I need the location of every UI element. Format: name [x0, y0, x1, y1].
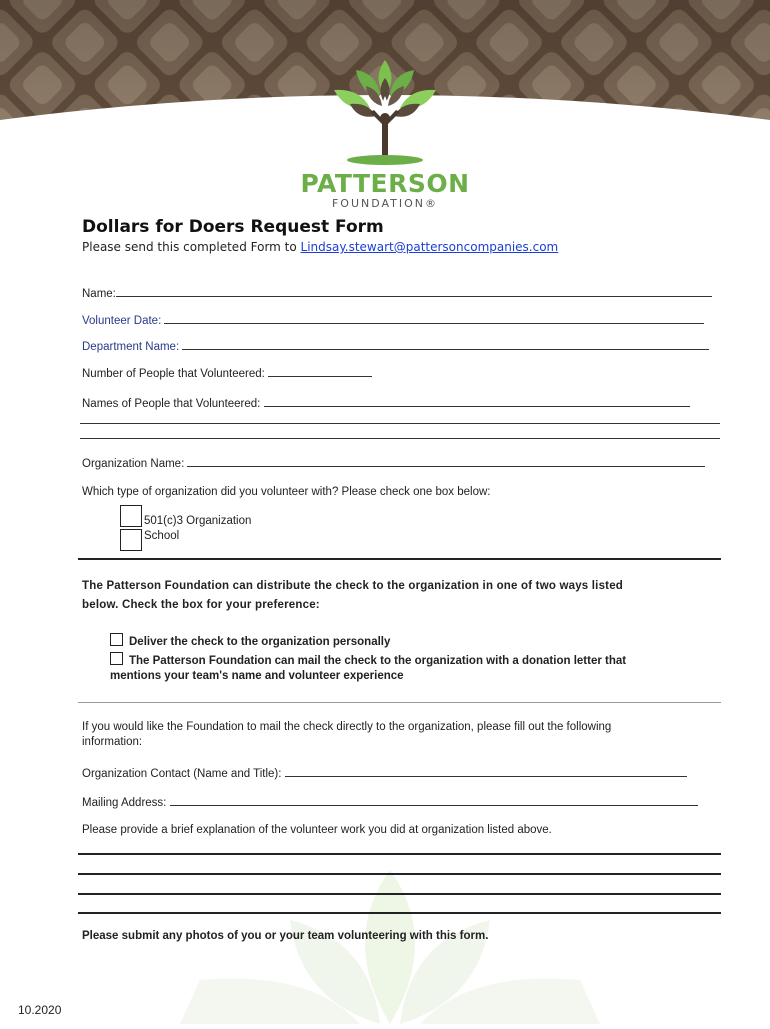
mail-label: The Patterson Foundation can mail the check to the organization with a donation letter that [129, 655, 627, 667]
form-instructions [82, 240, 558, 254]
mail-label-line2: mentions your team's name and volunteer experience [110, 670, 404, 682]
section-divider [78, 558, 721, 560]
distribution-intro-line2: below. Check the box for your preference: [82, 599, 320, 611]
organization-name-input-line[interactable] [187, 456, 705, 467]
org-type-school-checkbox[interactable] [120, 529, 142, 551]
organization-contact-field [82, 766, 687, 780]
mailing-address-input-line[interactable] [170, 795, 698, 806]
section-divider-thin [78, 702, 721, 703]
mail-checkbox[interactable] [110, 652, 123, 665]
explanation-line-3[interactable] [78, 893, 721, 895]
leaf-watermark-icon [140, 860, 640, 1024]
form-version: 10.2020 [18, 1003, 62, 1017]
department-name-input-line[interactable] [182, 339, 709, 350]
org-type-school-label: School [144, 530, 180, 542]
mail-section-intro-line2: information: [82, 736, 143, 748]
volunteer-date-input-line[interactable] [164, 313, 704, 324]
volunteer-date-label: Volunteer Date: [82, 315, 162, 327]
distribution-intro: The Patterson Foundation can distribute the check to the organization in one of two ways listed [82, 580, 624, 592]
names-people-label: Names of People that Volunteered: [82, 398, 261, 410]
form-title: Dollars for Doers Request Form [82, 217, 384, 237]
org-type-501c3-label: 501(c)3 Organization [144, 515, 252, 527]
instruction-text: Please send this completed Form to [82, 240, 301, 254]
organization-name-field [82, 456, 705, 470]
volunteer-date-field [82, 313, 704, 327]
names-people-field [82, 396, 690, 410]
organization-contact-input-line[interactable] [285, 766, 687, 777]
mailing-address-label: Mailing Address: [82, 797, 167, 809]
deliver-checkbox[interactable] [110, 633, 123, 646]
department-name-label: Department Name: [82, 341, 180, 353]
organization-name-label: Organization Name: [82, 458, 185, 470]
number-people-field [82, 366, 372, 380]
number-people-input-line[interactable] [268, 366, 372, 377]
explanation-prompt: Please provide a brief explanation of the volunteer work you did at organization listed above. [82, 824, 552, 836]
organization-contact-label: Organization Contact (Name and Title): [82, 768, 282, 780]
org-type-question: Which type of organization did you volunteer with? Please check one box below: [82, 486, 491, 498]
explanation-line-4[interactable] [78, 912, 721, 914]
patterson-tree-logo-icon [326, 56, 444, 176]
photos-note: Please submit any photos of you or your team volunteering with this form. [82, 930, 489, 942]
name-field [82, 286, 712, 300]
distribution-option-deliver [110, 633, 390, 648]
mail-section-intro: If you would like the Foundation to mail the check directly to the organization, please fill out the following [82, 721, 612, 733]
email-link[interactable]: Lindsay.stewart@pattersoncompanies.com [300, 240, 559, 254]
org-type-501c3-checkbox[interactable] [120, 505, 142, 527]
mailing-address-field [82, 795, 698, 809]
number-people-label: Number of People that Volunteered: [82, 368, 265, 380]
name-input-line[interactable] [116, 286, 712, 297]
department-name-field [82, 339, 709, 353]
brand-subtitle: FOUNDATION® [331, 197, 439, 210]
distribution-option-mail [110, 652, 626, 667]
deliver-label: Deliver the check to the organization personally [129, 636, 391, 648]
name-label: Name: [82, 288, 116, 300]
names-people-extra-line-2[interactable] [80, 438, 720, 439]
explanation-line-1[interactable] [78, 853, 721, 855]
brand-name: PATTERSON [300, 169, 470, 198]
names-people-input-line[interactable] [264, 396, 690, 407]
brand-wordmark [300, 170, 470, 210]
explanation-line-2[interactable] [78, 873, 721, 875]
names-people-extra-line-1[interactable] [80, 423, 720, 424]
